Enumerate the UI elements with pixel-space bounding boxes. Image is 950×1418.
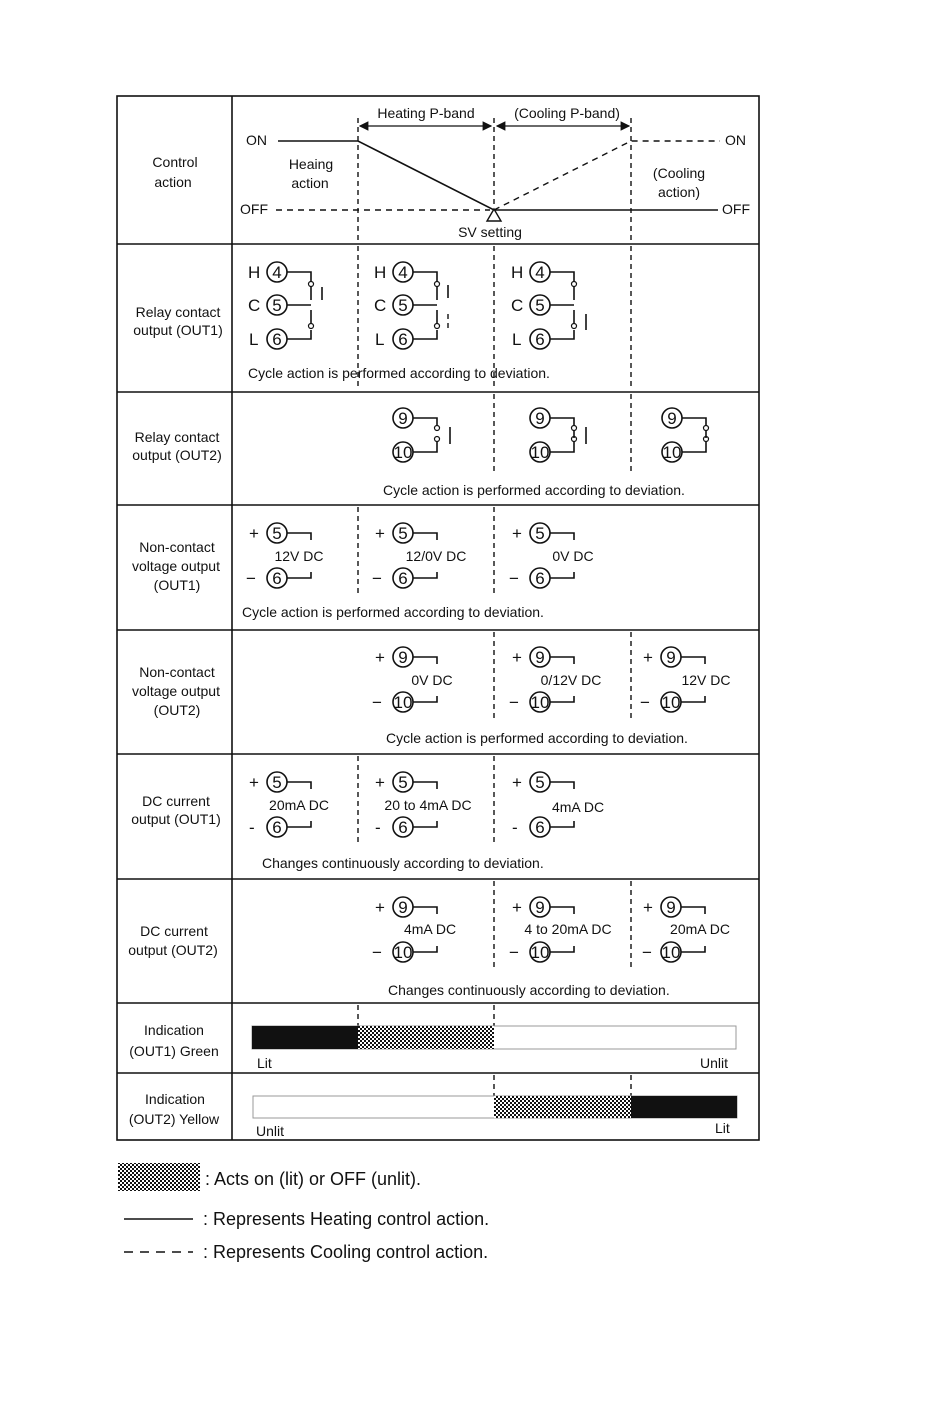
on-left-label: ON — [246, 132, 267, 148]
relay-out1-diagram — [248, 246, 631, 388]
relay-out2-diagram — [383, 394, 709, 498]
voltage-out2-block-3 — [640, 647, 731, 712]
svg-text:10: 10 — [662, 443, 682, 462]
svg-text:H: H — [511, 263, 524, 282]
label-voltage-out2-1: Non-contact — [139, 664, 215, 680]
svg-text:5: 5 — [272, 773, 282, 792]
svg-text:6: 6 — [535, 818, 545, 837]
indication-out1-bar — [252, 1005, 736, 1071]
relay-out2-block-1 — [393, 408, 450, 462]
cooling-pband-label: (Cooling P-band) — [514, 105, 620, 121]
relay-out1-note: Cycle action is performed according to deviation. — [248, 365, 550, 381]
svg-text:6: 6 — [535, 569, 545, 588]
current-out1-value-1: 20mA DC — [269, 797, 329, 813]
on-right-label: ON — [725, 132, 746, 148]
svg-text:9: 9 — [666, 648, 676, 667]
voltage-out1-note: Cycle action is performed according to deviation. — [242, 604, 544, 620]
voltage-out1-diagram — [242, 507, 594, 620]
label-control-action-2: action — [154, 174, 192, 190]
heating-action-label-1: Heaing — [288, 156, 334, 172]
heating-action-label-2: action — [291, 175, 329, 191]
label-current-out2-2: output (OUT2) — [128, 942, 218, 958]
svg-text:10: 10 — [530, 943, 550, 962]
voltage-out1-value-1: 12V DC — [274, 548, 324, 564]
svg-text:9: 9 — [666, 898, 676, 917]
svg-text:+: + — [512, 524, 522, 543]
svg-text:9: 9 — [535, 898, 545, 917]
svg-text:−: − — [509, 693, 519, 712]
svg-text:9: 9 — [667, 409, 677, 428]
svg-text:−: − — [509, 569, 519, 588]
label-voltage-out2-2: voltage output — [132, 683, 220, 699]
label-relay-out1-2: output (OUT1) — [133, 322, 223, 338]
svg-text:+: + — [375, 773, 385, 792]
svg-text:+: + — [375, 898, 385, 917]
svg-text:9: 9 — [398, 409, 408, 428]
svg-text:10: 10 — [530, 693, 550, 712]
relay-out1-block-cooling — [511, 262, 586, 349]
svg-text:C: C — [511, 296, 524, 315]
legend-hatched-text: : Acts on (lit) or OFF (unlit). — [205, 1169, 422, 1189]
svg-text:−: − — [509, 943, 519, 962]
svg-text:9: 9 — [535, 648, 545, 667]
svg-text:10: 10 — [661, 943, 681, 962]
svg-text:C: C — [248, 296, 261, 315]
label-current-out2-1: DC current — [140, 923, 208, 939]
voltage-out2-note: Cycle action is performed according to deviation. — [386, 730, 688, 746]
voltage-out2-block-2 — [509, 647, 601, 712]
off-right-label: OFF — [722, 201, 750, 217]
svg-text:−: − — [246, 569, 256, 588]
svg-text:5: 5 — [272, 296, 282, 315]
legend-hatched-swatch — [118, 1163, 200, 1191]
voltage-out2-value-1: 0V DC — [411, 672, 453, 688]
svg-text:6: 6 — [535, 330, 545, 349]
indication-out1-lit-segment — [252, 1026, 358, 1049]
svg-text:+: + — [512, 898, 522, 917]
indication-out2-unlit-label: Unlit — [256, 1123, 285, 1139]
sv-setting-label: SV setting — [458, 224, 522, 240]
voltage-out1-block-2 — [372, 523, 466, 588]
svg-text:10: 10 — [393, 693, 413, 712]
svg-text:-: - — [249, 818, 255, 837]
voltage-out1-value-2: 12/0V DC — [405, 548, 467, 564]
voltage-out2-diagram — [372, 632, 731, 746]
current-out1-note: Changes continuously according to deviation. — [262, 855, 544, 871]
current-out1-block-3 — [512, 772, 604, 837]
label-voltage-out2-3: (OUT2) — [153, 702, 201, 718]
label-voltage-out1-1: Non-contact — [139, 539, 215, 555]
svg-text:6: 6 — [272, 330, 282, 349]
indication-out1-hatched-segment — [358, 1026, 494, 1049]
svg-text:4: 4 — [535, 263, 545, 282]
svg-text:6: 6 — [398, 330, 408, 349]
label-current-out1-2: output (OUT1) — [131, 811, 221, 827]
legend — [118, 1163, 489, 1262]
label-indication-out1-1: Indication — [144, 1022, 204, 1038]
voltage-out2-block-1 — [372, 647, 453, 712]
svg-text:L: L — [375, 330, 385, 349]
svg-text:+: + — [375, 648, 385, 667]
label-relay-out1-1: Relay contact — [135, 304, 221, 320]
svg-text:5: 5 — [398, 524, 408, 543]
voltage-out1-block-3 — [509, 523, 594, 588]
svg-text:+: + — [249, 524, 259, 543]
svg-text:−: − — [640, 693, 650, 712]
current-out2-value-1: 4mA DC — [403, 921, 457, 937]
svg-text:9: 9 — [398, 898, 408, 917]
legend-dashed-text: : Represents Cooling control action. — [203, 1242, 489, 1262]
relay-out1-block-heating — [248, 262, 322, 349]
svg-text:6: 6 — [398, 818, 408, 837]
label-voltage-out1-3: (OUT1) — [153, 577, 201, 593]
label-indication-out2-1: Indication — [145, 1091, 205, 1107]
current-out2-note: Changes continuously according to deviation. — [388, 982, 670, 998]
off-left-label: OFF — [240, 201, 268, 217]
indication-out1-lit-label: Lit — [257, 1055, 272, 1071]
svg-text:L: L — [249, 330, 259, 349]
current-out2-diagram — [372, 881, 730, 998]
label-voltage-out1-2: voltage output — [132, 558, 220, 574]
svg-text:6: 6 — [272, 569, 282, 588]
svg-text:+: + — [643, 898, 653, 917]
cooling-action-label-1: (Cooling — [652, 165, 706, 181]
svg-text:+: + — [375, 524, 385, 543]
svg-text:-: - — [375, 818, 381, 837]
svg-text:L: L — [512, 330, 522, 349]
heating-pband-label: Heating P-band — [377, 105, 475, 121]
current-out2-block-3 — [642, 897, 730, 962]
label-current-out1-1: DC current — [142, 793, 210, 809]
label-control-action-1: Control — [152, 154, 198, 170]
relay-out2-block-2 — [530, 408, 586, 462]
current-out1-value-2: 20 to 4mA DC — [384, 797, 472, 813]
svg-text:+: + — [249, 773, 259, 792]
svg-text:9: 9 — [398, 648, 408, 667]
label-relay-out2-1: Relay contact — [134, 429, 220, 445]
svg-text:+: + — [512, 648, 522, 667]
label-indication-out1-2: (OUT1) Green — [129, 1043, 219, 1059]
svg-text:H: H — [248, 263, 261, 282]
svg-text:−: − — [372, 693, 382, 712]
svg-text:10: 10 — [393, 943, 413, 962]
svg-text:6: 6 — [398, 569, 408, 588]
voltage-out1-value-3: 0V DC — [552, 548, 594, 564]
current-out2-value-3: 20mA DC — [670, 921, 730, 937]
indication-out2-bar — [253, 1075, 737, 1139]
svg-text:−: − — [372, 943, 382, 962]
svg-text:4: 4 — [272, 263, 282, 282]
cooling-action-label-2: action) — [657, 184, 701, 200]
svg-text:10: 10 — [530, 443, 550, 462]
voltage-out2-value-2: 0/12V DC — [540, 672, 602, 688]
label-relay-out2-2: output (OUT2) — [132, 447, 222, 463]
svg-text:9: 9 — [535, 409, 545, 428]
svg-text:4: 4 — [398, 263, 408, 282]
svg-text:6: 6 — [272, 818, 282, 837]
row-labels — [128, 154, 222, 1127]
indication-out2-lit-segment — [631, 1096, 737, 1118]
svg-text:5: 5 — [398, 773, 408, 792]
current-out2-block-1 — [372, 897, 456, 962]
svg-text:5: 5 — [535, 524, 545, 543]
svg-text:5: 5 — [272, 524, 282, 543]
svg-text:C: C — [374, 296, 387, 315]
svg-text:10: 10 — [393, 443, 413, 462]
voltage-out1-block-1 — [246, 523, 324, 588]
svg-text:+: + — [512, 773, 522, 792]
svg-text:5: 5 — [535, 773, 545, 792]
label-indication-out2-2: (OUT2) Yellow — [128, 1111, 220, 1127]
legend-solid-text: : Represents Heating control action. — [203, 1209, 490, 1229]
svg-text:-: - — [512, 818, 518, 837]
svg-text:5: 5 — [535, 296, 545, 315]
svg-text:5: 5 — [398, 296, 408, 315]
current-out1-diagram — [249, 756, 604, 871]
indication-out2-lit-label: Lit — [715, 1120, 730, 1136]
svg-text:+: + — [643, 648, 653, 667]
relay-out1-block-pband — [374, 262, 448, 349]
indication-out1-unlit-label: Unlit — [700, 1055, 729, 1071]
svg-text:10: 10 — [661, 693, 681, 712]
current-out1-value-3: 4mA DC — [551, 799, 605, 815]
current-out1-block-1 — [249, 772, 329, 837]
svg-text:H: H — [374, 263, 387, 282]
indication-out2-hatched-segment — [494, 1096, 631, 1118]
current-out2-block-2 — [509, 897, 612, 962]
voltage-out2-value-3: 12V DC — [681, 672, 731, 688]
current-out2-value-2: 4 to 20mA DC — [524, 921, 612, 937]
relay-out2-block-3 — [662, 408, 709, 462]
control-action-graph — [240, 105, 750, 240]
current-out1-block-2 — [375, 772, 472, 837]
svg-text:−: − — [642, 943, 652, 962]
relay-out2-note: Cycle action is performed according to deviation. — [383, 482, 685, 498]
svg-text:−: − — [372, 569, 382, 588]
